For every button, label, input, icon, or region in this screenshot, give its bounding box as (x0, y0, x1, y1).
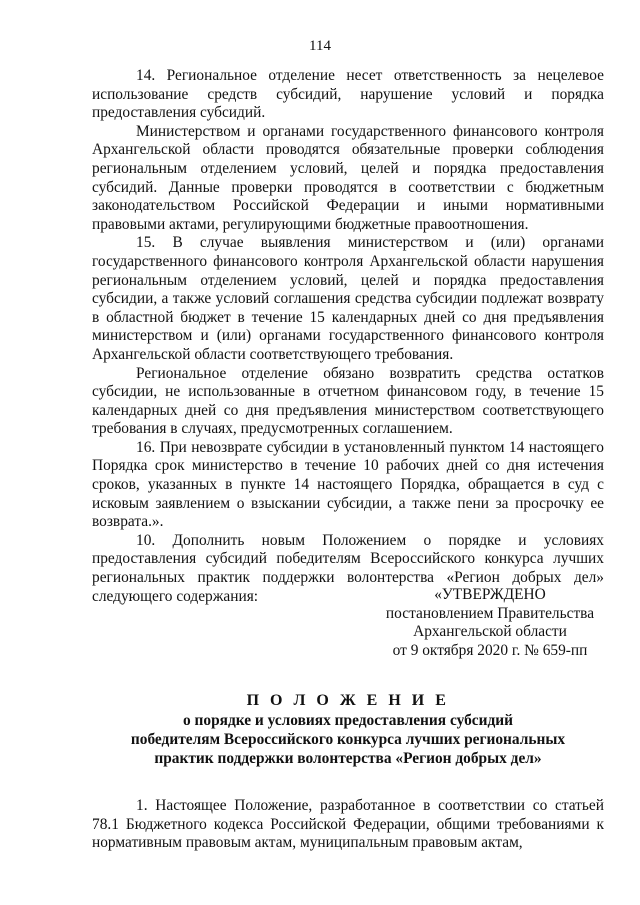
title-line-2: победителям Всероссийского конкурса лучших региональных (130, 731, 566, 748)
approval-line-region: Архангельской области (413, 623, 567, 641)
approval-stamp-block (370, 586, 610, 660)
page-number: 114 (309, 38, 331, 54)
paragraph-amendment-10: 10. Дополнить новым Положением о порядке и условиях предоставления субсидий победителям Всероссийского конкурса лучших региональных практик поддержки волонтерства «Регион добрых дел» следующего содержания: (92, 531, 604, 605)
title-line-3: практик поддержки волонтерства «Регион добрых дел» (154, 750, 542, 767)
paragraph-inspections: Министерством и органами государственного финансового контроля Архангельской области проводятся обязательные проверки соблюдения региональным отделением условий, целей и порядка предоставления субсидий. Данные проверки проводятся в соответствии с бюджетным законодательством Российской Федерации и иными нормативными правовыми актами, регулирующими бюджетные правоотношения. (92, 122, 604, 233)
paragraph-clause-16: 16. При невозврате субсидии в установленный пунктом 14 настоящего Порядка срок министерство в течение 10 рабочих дней со дня истечения сроков, указанных в пункте 14 настоящего Порядка, обращается в суд с исковым заявлением о взыскании субсидии, а также пени за просрочку ее возврата.». (92, 438, 604, 531)
document-body (92, 67, 604, 606)
clause-1-text: 1. Настоящее Положение, разработанное в соответствии со статьей 78.1 Бюджетного кодекса Российской Федерации, общими требованиями к нормативным правовым актам, муниципальным правовым актам, (92, 797, 604, 852)
approval-line-approved: «УТВЕРЖДЕНО (434, 586, 546, 603)
paragraph-clause-14: 14. Региональное отделение несет ответственность за нецелевое использование средств субсидий, нарушение условий и порядка предоставления субсидий. (92, 67, 604, 122)
paragraph-return-remainders: Региональное отделение обязано возвратить средства остатков субсидии, не использованные в отчетном финансовом году, в течение 15 календарных дней со дня предъявления министерством соответствующего требования в случаях, предусмотренных соглашением. (92, 364, 604, 438)
title-line-1: о порядке и условиях предоставления субсидий (182, 712, 514, 729)
approval-line-resolution: постановлением Правительства (385, 604, 595, 622)
paragraph-clause-15: 15. В случае выявления министерством и (или) органами государственного финансового контроля Архангельской области нарушения региональным отделением условий, целей и порядка предоставления субсидии, а также условий соглашения средства субсидии подлежат возврату в областной бюджет в течение 15 календарных дней со дня предъявления министерством и (или) органами государственного финансового контроля Архангельской области соответствующего требования. (92, 234, 604, 363)
approval-line-date: от 9 октября 2020 г. № 659-пп (392, 641, 588, 659)
regulation-clause-1 (92, 797, 604, 853)
regulation-title (92, 691, 604, 768)
title-main: П О Л О Ж Е Н И Е (246, 692, 450, 709)
